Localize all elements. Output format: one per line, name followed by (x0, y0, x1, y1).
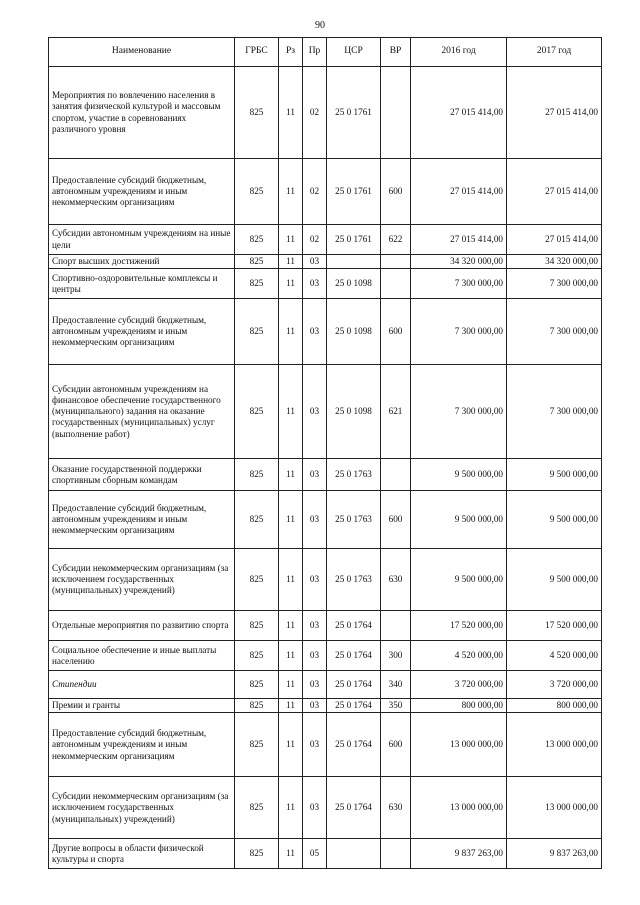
header-name: Наименование (49, 38, 235, 67)
row-vr: 300 (381, 641, 411, 671)
table-row (49, 549, 602, 611)
row-2016: 27 015 414,00 (411, 225, 507, 255)
row-pr: 03 (303, 299, 327, 365)
row-rz: 11 (279, 611, 303, 641)
row-2016: 7 300 000,00 (411, 365, 507, 459)
row-grbs: 825 (235, 159, 279, 225)
row-2016: 13 000 000,00 (411, 713, 507, 777)
row-grbs: 825 (235, 269, 279, 299)
row-rz: 11 (279, 549, 303, 611)
row-pr: 03 (303, 777, 327, 839)
row-rz: 11 (279, 699, 303, 713)
row-2017: 27 015 414,00 (507, 67, 602, 159)
header-pr: Пр (303, 38, 327, 67)
row-name: Спорт высших достижений (49, 255, 235, 269)
row-grbs: 825 (235, 699, 279, 713)
row-vr: 600 (381, 713, 411, 777)
header-2016: 2016 год (411, 38, 507, 67)
row-2016: 7 300 000,00 (411, 299, 507, 365)
row-vr (381, 611, 411, 641)
row-2017: 7 300 000,00 (507, 299, 602, 365)
row-csr: 25 0 1761 (327, 225, 381, 255)
row-grbs: 825 (235, 491, 279, 549)
row-pr: 03 (303, 255, 327, 269)
row-name: Субсидии некоммерческим организациям (за исключением государственных (муниципальных) учреждений) (49, 777, 235, 839)
row-csr: 25 0 1764 (327, 777, 381, 839)
row-name: Субсидии автономным учреждениям на финансовое обеспечение государственного (муниципального) задания на оказание государственных (муниципальных) услуг (выполнение работ) (49, 365, 235, 459)
row-rz: 11 (279, 777, 303, 839)
row-rz: 11 (279, 299, 303, 365)
header-csr: ЦСР (327, 38, 381, 67)
row-pr: 03 (303, 671, 327, 699)
row-grbs: 825 (235, 549, 279, 611)
row-pr: 03 (303, 549, 327, 611)
row-grbs: 825 (235, 713, 279, 777)
table-row (49, 777, 602, 839)
row-2016: 800 000,00 (411, 699, 507, 713)
row-csr: 25 0 1761 (327, 67, 381, 159)
table-row (49, 159, 602, 225)
row-2017: 9 500 000,00 (507, 491, 602, 549)
row-pr: 02 (303, 67, 327, 159)
row-2017: 13 000 000,00 (507, 777, 602, 839)
row-name: Предоставление субсидий бюджетным, автономным учреждениям и иным некоммерческим организациям (49, 713, 235, 777)
row-rz: 11 (279, 713, 303, 777)
row-2016: 27 015 414,00 (411, 159, 507, 225)
row-grbs: 825 (235, 459, 279, 491)
row-2016: 9 837 263,00 (411, 839, 507, 869)
row-name: Премии и гранты (49, 699, 235, 713)
row-pr: 03 (303, 269, 327, 299)
row-2016: 9 500 000,00 (411, 549, 507, 611)
row-2017: 9 500 000,00 (507, 459, 602, 491)
row-csr: 25 0 1763 (327, 549, 381, 611)
row-csr: 25 0 1764 (327, 671, 381, 699)
header-rz: Рз (279, 38, 303, 67)
header-grbs: ГРБС (235, 38, 279, 67)
header-vr: ВР (381, 38, 411, 67)
row-rz: 11 (279, 255, 303, 269)
row-2016: 4 520 000,00 (411, 641, 507, 671)
row-pr: 05 (303, 839, 327, 869)
row-csr: 25 0 1764 (327, 699, 381, 713)
row-vr: 630 (381, 777, 411, 839)
row-vr (381, 269, 411, 299)
table-row (49, 67, 602, 159)
row-csr: 25 0 1098 (327, 269, 381, 299)
row-vr (381, 67, 411, 159)
row-rz: 11 (279, 365, 303, 459)
row-name: Стипендии (49, 671, 235, 699)
row-vr: 600 (381, 299, 411, 365)
row-pr: 03 (303, 459, 327, 491)
row-2017: 9 837 263,00 (507, 839, 602, 869)
row-2016: 13 000 000,00 (411, 777, 507, 839)
row-vr (381, 255, 411, 269)
row-grbs: 825 (235, 611, 279, 641)
row-grbs: 825 (235, 67, 279, 159)
row-grbs: 825 (235, 299, 279, 365)
row-name: Субсидии автономным учреждениям на иные цели (49, 225, 235, 255)
row-2016: 7 300 000,00 (411, 269, 507, 299)
row-grbs: 825 (235, 225, 279, 255)
row-grbs: 825 (235, 671, 279, 699)
row-name: Спортивно-оздоровительные комплексы и центры (49, 269, 235, 299)
row-2017: 7 300 000,00 (507, 269, 602, 299)
row-name: Субсидии некоммерческим организациям (за исключением государственных (муниципальных) учреждений) (49, 549, 235, 611)
row-name: Социальное обеспечение и иные выплаты населению (49, 641, 235, 671)
table-row (49, 641, 602, 671)
row-grbs: 825 (235, 255, 279, 269)
row-csr: 25 0 1763 (327, 491, 381, 549)
row-2017: 7 300 000,00 (507, 365, 602, 459)
row-csr: 25 0 1763 (327, 459, 381, 491)
table-row (49, 671, 602, 699)
row-pr: 02 (303, 225, 327, 255)
row-2017: 13 000 000,00 (507, 713, 602, 777)
row-grbs: 825 (235, 777, 279, 839)
row-grbs: 825 (235, 641, 279, 671)
row-2017: 3 720 000,00 (507, 671, 602, 699)
row-csr (327, 255, 381, 269)
row-rz: 11 (279, 159, 303, 225)
row-2017: 4 520 000,00 (507, 641, 602, 671)
row-rz: 11 (279, 459, 303, 491)
row-name: Мероприятия по вовлечению населения в занятия физической культурой и массовым спортом, участие в соревнованиях различного уровня (49, 67, 235, 159)
row-pr: 03 (303, 611, 327, 641)
table-row (49, 299, 602, 365)
table-row (49, 255, 602, 269)
table-row (49, 713, 602, 777)
row-2017: 34 320 000,00 (507, 255, 602, 269)
row-pr: 03 (303, 641, 327, 671)
row-name: Предоставление субсидий бюджетным, автономным учреждениям и иным некоммерческим организациям (49, 299, 235, 365)
row-csr: 25 0 1761 (327, 159, 381, 225)
budget-table (48, 37, 602, 869)
row-csr (327, 839, 381, 869)
page-number: 90 (315, 20, 325, 31)
row-vr: 622 (381, 225, 411, 255)
row-2016: 9 500 000,00 (411, 459, 507, 491)
row-name: Предоставление субсидий бюджетным, автономным учреждениям и иным некоммерческим организациям (49, 491, 235, 549)
table-row (49, 611, 602, 641)
row-rz: 11 (279, 839, 303, 869)
row-pr: 03 (303, 491, 327, 549)
row-name: Предоставление субсидий бюджетным, автономным учреждениям и иным некоммерческим организациям (49, 159, 235, 225)
row-vr: 600 (381, 159, 411, 225)
row-vr: 340 (381, 671, 411, 699)
row-2016: 9 500 000,00 (411, 491, 507, 549)
row-name: Оказание государственной поддержки спортивным сборным командам (49, 459, 235, 491)
table-body (49, 67, 602, 869)
row-csr: 25 0 1098 (327, 365, 381, 459)
row-vr (381, 839, 411, 869)
row-vr: 350 (381, 699, 411, 713)
table-row (49, 699, 602, 713)
row-rz: 11 (279, 641, 303, 671)
row-pr: 03 (303, 713, 327, 777)
row-2016: 17 520 000,00 (411, 611, 507, 641)
table-row (49, 491, 602, 549)
header-2017: 2017 год (507, 38, 602, 67)
row-csr: 25 0 1764 (327, 641, 381, 671)
row-2017: 27 015 414,00 (507, 225, 602, 255)
row-name: Другие вопросы в области физической культуры и спорта (49, 839, 235, 869)
row-vr: 600 (381, 491, 411, 549)
row-vr (381, 459, 411, 491)
row-pr: 03 (303, 365, 327, 459)
table-row (49, 225, 602, 255)
row-csr: 25 0 1764 (327, 611, 381, 641)
row-2017: 800 000,00 (507, 699, 602, 713)
row-2017: 9 500 000,00 (507, 549, 602, 611)
row-2016: 27 015 414,00 (411, 67, 507, 159)
row-rz: 11 (279, 225, 303, 255)
row-csr: 25 0 1764 (327, 713, 381, 777)
table-row (49, 459, 602, 491)
table-row (49, 365, 602, 459)
row-2016: 3 720 000,00 (411, 671, 507, 699)
row-2017: 17 520 000,00 (507, 611, 602, 641)
table-row (49, 839, 602, 869)
row-pr: 02 (303, 159, 327, 225)
row-2016: 34 320 000,00 (411, 255, 507, 269)
row-name: Отдельные мероприятия по развитию спорта (49, 611, 235, 641)
row-rz: 11 (279, 671, 303, 699)
table-header-row (49, 38, 602, 67)
row-vr: 630 (381, 549, 411, 611)
row-rz: 11 (279, 491, 303, 549)
row-grbs: 825 (235, 839, 279, 869)
row-2017: 27 015 414,00 (507, 159, 602, 225)
row-rz: 11 (279, 67, 303, 159)
row-csr: 25 0 1098 (327, 299, 381, 365)
table-row (49, 269, 602, 299)
row-grbs: 825 (235, 365, 279, 459)
row-vr: 621 (381, 365, 411, 459)
row-rz: 11 (279, 269, 303, 299)
row-pr: 03 (303, 699, 327, 713)
